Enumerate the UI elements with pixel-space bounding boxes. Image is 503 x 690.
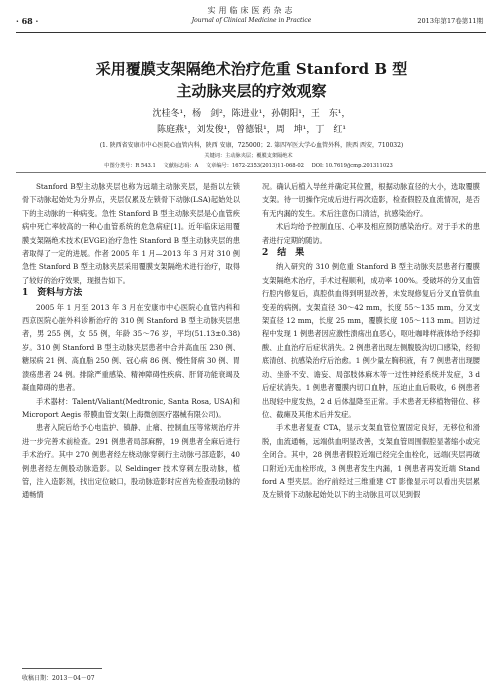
- article-id: 文章编号：1672-2353(2013)11-068-02: [205, 163, 304, 169]
- issue-info: 2013年第17卷第11期: [417, 17, 483, 25]
- instruments-paragraph: 手术器材：Talent/Valiant(Medtronic, Santa Rosa, USA)和 Microport Aegis 带膜血管支架(上海微创医疗器械有限公司)。: [22, 396, 240, 419]
- page-header: [0, 0, 503, 34]
- header-rule: [16, 32, 486, 33]
- right-column: [262, 180, 480, 640]
- article-title-line2: 主动脉夹层的疗效观察: [176, 82, 327, 100]
- postop-paragraph: 术后均给予控制血压、心率及相应预防感染治疗。对于手术的患者进行定期的随访。: [262, 222, 480, 245]
- affiliation: (1. 陕西省安康市中心医院心血管内科，陕西 安康，725000；2. 第四军医大学心血管外科，陕西 西安，710032): [99, 142, 404, 149]
- intro-paragraph: Stanford B型主动脉夹层也称为远端主动脉夹层，是指以左锁骨下动脉起始处为分界点，夹层仅累及左锁骨下动脉(LSA)起始处以下的主动脉的一种病变。急性 Stanford B 型主动脉夹层是心血管疾病中死亡率较高的一种心血管系统的危急病症[1]。近年临床运用覆膜支架隔绝术技术(EVGE)治疗急性 Stanford B 型主动脉夹层的患者取得了一定的进展。作者 2005 年 1 月—2013 年 3 月对 310 例急性 Stanford B 型主动脉夹层采用覆膜支架隔绝术进行治疗，取得了较好的治疗效果，现报告如下。: [22, 182, 240, 285]
- patients-paragraph: 2005 年 1 月至 2013 年 3 月在安康市中心医院心血管内科和西京医院心脏外科诊断治疗的 310 例 Stanford B 型主动脉夹层患者，男 255 例，女 55 例，年龄 35～76 岁，平均(51.13±0.38)岁。310 例 Stanford B 型主动脉夹层患者中合并高血压 230 例、糖尿病 21 例、高血脂 250 例、冠心病 86 例、慢性肾病 30 例、胃溃疡患者 24 例。排除严重感染、精神障碍性疾病、肝肾功能衰竭及凝血障碍的患者。: [22, 302, 240, 393]
- footer-rule: [22, 668, 102, 669]
- procedure-continued-paragraph: 况。确认后植入导丝并确定其位置，根据动脉直径的大小，选取覆膜支架。待一切操作完成后进行再次造影，检查假腔及血流情况，是否有无内漏的发生。术后注意伤口清洁，抗感染治疗。: [262, 182, 480, 218]
- classification-line: [0, 162, 503, 169]
- authors-line2: 陈庭燕¹，刘发俊¹，曾德银¹，周 坤¹，丁 红¹: [156, 125, 347, 135]
- doi: DOI: 10.7619/jcmp.201311023: [311, 163, 393, 169]
- journal-title-cn: 实用临床医药杂志: [207, 6, 296, 15]
- received-date: 收稿日期：2013－04－07: [22, 675, 95, 682]
- section-heading-methods: 1 资料与方法: [22, 288, 83, 299]
- keywords: [0, 152, 503, 159]
- followup-paragraph: 手术患者复查 CTA，显示支架血管位置固定良好，无移位和滑脱，血流通畅，远端供血明显改善，支架血管周围假腔显著缩小或完全闭合。其中，28 例患者假腔近端已经完全血栓化，远端(夹层再破口附近)无血栓形成，3 例患者发生内漏，1 例患者再发近端 Stand ford A 型夹层。治疗前经过三维重建 CT 影像显示可以看出夹层累及左锁骨下动脉起始处以下的主动脉且可以见到假: [262, 423, 480, 500]
- procedure-paragraph: 患者入院后给予心电监护、镇静、止痛、控制血压等常规治疗并进一步完善术前检查。291 例患者局部麻醉，19 例患者全麻后进行手术治疗。其中 270 例患者经左桡动脉穿刺行主动脉弓部造影，40 例患者经左侧股动脉造影。以 Seldinger 技术穿刺左股动脉，植管，注入造影剂，找出定位破口，股动脉造影时应首先检查股动脉的通畅情: [22, 423, 240, 500]
- section-heading-results: 2 结 果: [262, 248, 305, 259]
- keywords-text: 关键词：主动脉夹层；覆膜支架隔绝术: [204, 153, 293, 159]
- journal-title-en: Journal of Clinical Medicine in Practice: [191, 17, 312, 24]
- article-title-line1: 采用覆膜支架隔绝术治疗危重 Stanford B 型: [95, 60, 408, 78]
- authors-line1: 沈桂冬¹，杨 剑²，陈进业¹，孙朝阳¹，王 东¹，: [152, 109, 351, 119]
- document-code: 文献标志码：A: [163, 163, 199, 169]
- results-paragraph: 纳入研究的 310 例危重 Stanford B 型主动脉夹层患者行覆膜支架隔绝术治疗，手术过程顺利，成功率 100%。受破坏的分叉血管行腔内修复后，真腔供血得到明显改善，未发现修复后分叉血管供血变差的病例。支架直径 30～42 mm，长度 55～135 mm，分叉支架直径 12 mm，长度 25 mm，覆膜长度 105～113 mm。回访过程中发现 1 例患者因应激性溃疡出血恶心，呕吐咖啡样液体给予经抑酸、止血治疗后症状消失。2 例患者出现左侧腹股沟切口感染，经彻底清创、抗感染治疗后治愈。1 例少量左胸积液，有 7 例患者出现腰动、坐卧不安、谵妄、局部肢体麻木等一过性神经系统并发症，3 d 后症状消失。1 例患者覆膜内切口血肿，压迫止血后吸收，6 例患者出现轻中度发热，2 d 后体温降至正常。手术患者无移植物错位、移位、截瘫及其他术后并发症。: [262, 262, 480, 419]
- clc-number: 中图分类号：R 543.1: [104, 163, 156, 169]
- left-column: [22, 180, 240, 640]
- meta-divider: [16, 172, 486, 173]
- page-number: · 68 ·: [16, 16, 39, 26]
